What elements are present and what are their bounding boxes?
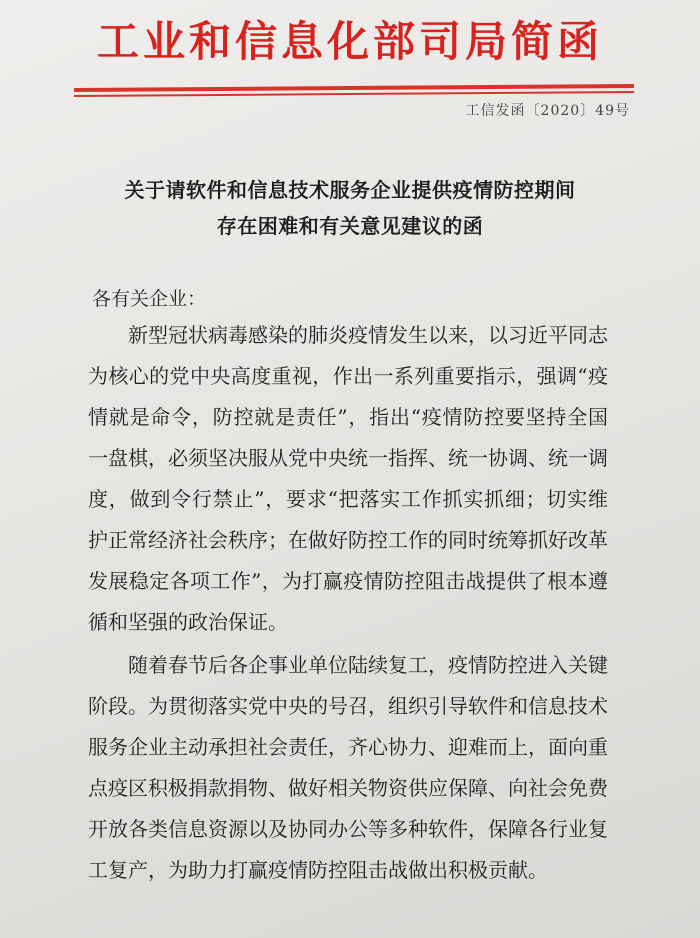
paragraph-2-line: 工复产，为助力打赢疫情防控阻击战做出积极贡献。 bbox=[88, 858, 548, 882]
paragraph-1-line: 新型冠状病毒感染的肺炎疫情发生以来，以习近平同志 bbox=[128, 323, 608, 347]
paragraph-1-line: 循和坚强的政治保证。 bbox=[88, 610, 288, 634]
letterhead-title: 工业和信息化部司局简函 bbox=[96, 17, 603, 66]
paragraph-1-line: 护正常经济社会秩序；在做好防控工作的同时统筹抓好改革 bbox=[88, 528, 608, 552]
paragraph-1-line: 为核心的党中央高度重视，作出一系列重要指示，强调“疫 bbox=[88, 364, 608, 388]
paragraph-2-line: 点疫区积极捐款捐物、做好相关物资供应保障、向社会免费 bbox=[88, 776, 608, 800]
paragraph-1-line: 一盘棋，必须坚决服从党中央统一指挥、统一协调、统一调 bbox=[88, 446, 608, 470]
salutation: 各有关企业： bbox=[92, 288, 207, 310]
document-heading-line-1: 关于请软件和信息技术服务企业提供疫情防控期间 bbox=[124, 178, 576, 202]
paragraph-1-line: 情就是命令，防控就是责任”，指出“疫情防控要坚持全国 bbox=[88, 405, 608, 429]
document-heading bbox=[0, 172, 700, 244]
paragraph-1-line: 发展稳定各项工作”，为打赢疫情防控阻击战提供了根本遵 bbox=[88, 569, 608, 593]
document-heading-line-2: 存在困难和有关意见建议的函 bbox=[216, 214, 484, 238]
paragraph-2-line: 开放各类信息资源以及协同办公等多种软件，保障各行业复 bbox=[88, 817, 608, 841]
letterhead-rule-thin bbox=[74, 91, 634, 97]
paragraph-2-line: 阶段。为贯彻落实党中央的号召，组织引导软件和信息技术 bbox=[88, 694, 608, 718]
paragraph-2-line: 随着春节后各企事业单位陆续复工，疫情防控进入关键 bbox=[128, 653, 608, 677]
document-number: 工信发函〔2020〕49号 bbox=[465, 103, 630, 119]
paragraph-2-line: 服务企业主动承担社会责任，齐心协力、迎难而上，面向重 bbox=[88, 735, 608, 759]
paragraph-1-line: 度，做到令行禁止”，要求“把落实工作抓实抓细；切实维 bbox=[88, 487, 608, 511]
